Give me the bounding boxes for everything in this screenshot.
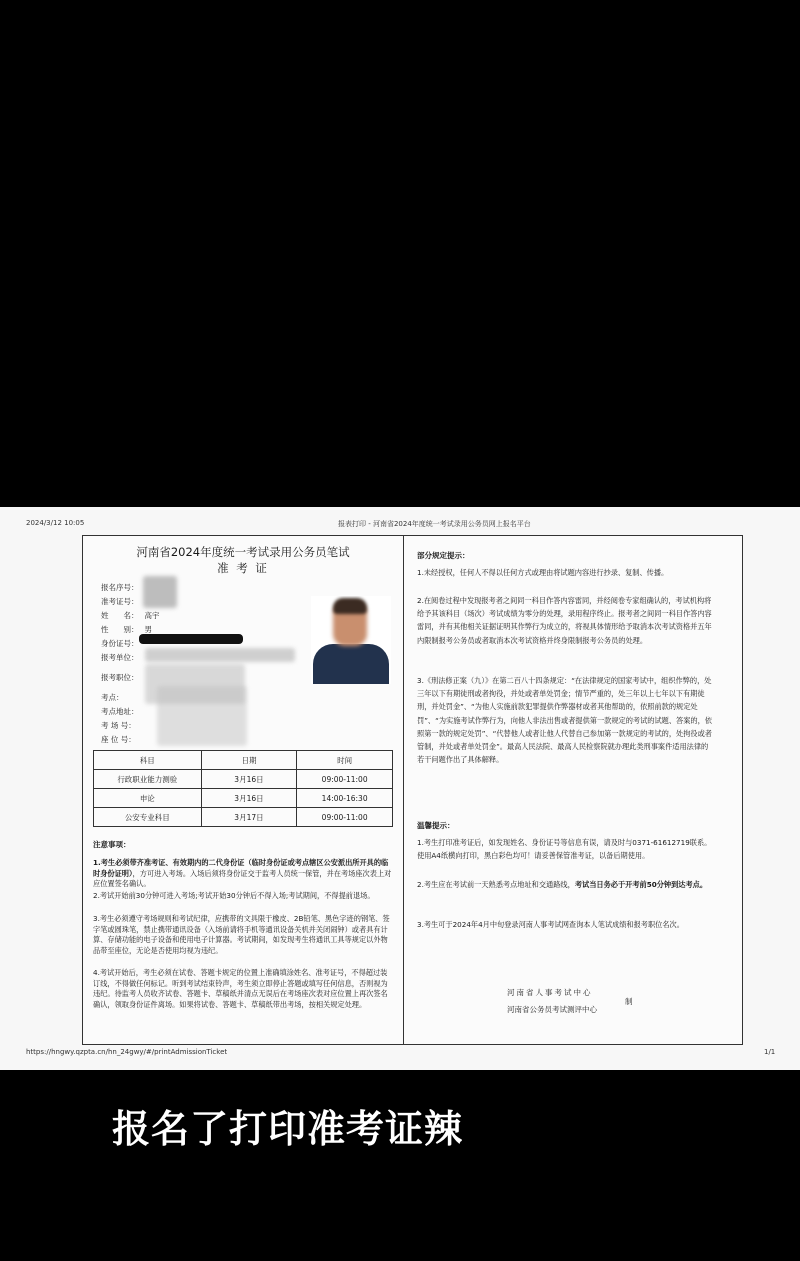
ticket-subtitle: 准 考 证 — [217, 561, 269, 575]
table-cell: 3月16日 — [201, 770, 297, 789]
seat-label: 座 位 号： — [101, 735, 136, 744]
table-cell: 3月16日 — [201, 789, 297, 808]
issuer-org-1: 河南省人事考试中心 — [507, 988, 593, 997]
table-row — [94, 808, 393, 827]
table-cell: 行政职业能力测验 — [94, 770, 202, 789]
room-label: 考 场 号： — [101, 721, 136, 730]
note-item: 4.考试开始后，考生必须在试卷、答题卡规定的位置上准确填涂姓名、准考证号，不得超过装订线，不得做任何标记。听到考试结束铃声，考生须立即停止答题或填写任何信息，否则视为违纪。待监考人员收齐试卷、答题卡、草稿纸并清点无误后在考场座次表对应位置上再次签名确认，领取身份证件离场。如果将试卷、答题卡、草稿纸带出考场，按相关规定处理。 — [93, 968, 388, 1009]
note-item: 2.考试开始前30分钟可进入考场;考试开始30分钟后不得入场;考试期间，不得提前退场。 — [93, 891, 375, 900]
ticket-title: 河南省2024年度统一考试录用公务员笔试 — [136, 545, 350, 559]
rule-item: 3.《刑法修正案（九）》在第二百八十四条规定：“在法律规定的国家考试中，组织作弊的，处三年以下有期徒刑或者拘役，并处或者单处罚金；情节严重的，处三年以上七年以下有期徒刑，并处罚金”、“为他人实施前款犯罪提供作弊器材或者其他帮助的，依照前款的规定处罚”、“为实施考试作弊行为，向他人非法出售或者提供第一款规定的考试的试题、答案的，依照第一款的规定处罚”、“代替他人或者让他人代替自己参加第一款规定的考试的，处拘役或者管制，并处或者单处罚金”。最高人民法院、最高人民检察院就办理此类刑事案件适用法律的若干问题作出了具体解释。 — [417, 676, 712, 765]
notes-title: 注意事项： — [93, 840, 131, 849]
tip-item: 1.考生打印准考证后，如发现姓名、身份证号等信息有误，请及时与0371-61612719联系。使用A4纸横向打印，黑白彩色均可！请妥善保管准考证，以备后期使用。 — [417, 838, 712, 861]
position-label: 报考职位： — [101, 673, 139, 682]
table-cell: 09:00-11:00 — [297, 808, 393, 827]
site-label: 考点： — [101, 693, 124, 702]
print-page-title: 报表打印 - 河南省2024年度统一考试录用公务员网上报名平台 — [338, 520, 531, 528]
admission-ticket — [82, 535, 743, 1045]
gender-label: 性 别： — [101, 625, 139, 634]
redaction-blur — [157, 686, 247, 746]
print-page-count: 1/1 — [764, 1048, 776, 1056]
table-row — [94, 770, 393, 789]
name-value: 高宇 — [144, 611, 160, 620]
tips-title: 温馨提示： — [417, 821, 455, 830]
column-header: 时间 — [297, 751, 393, 770]
table-row — [94, 789, 393, 808]
note-item: 3.考生必须遵守考场规则和考试纪律，应携带的文具限于橡皮、2B铅笔、黑色字迹的钢笔、签字笔或圆珠笔，禁止携带通讯设备（入场前请将手机等通讯设备关机并关闭闹钟）或者具有计算、存储功能的电子设备和使用电子计算器。考试期间，如发现考生将通讯工具等规定以外物品带至座位，无论是否使用均视为违纪。 — [93, 914, 390, 955]
column-header: 日期 — [201, 751, 297, 770]
print-url: https://hngwy.qzpta.cn/hn_24gwy/#/printAdmissionTicket — [26, 1048, 228, 1056]
issuer-org-2: 河南省公务员考试测评中心 — [507, 1005, 597, 1014]
gender-value: 男 — [144, 625, 152, 634]
table-cell: 14:00-16:30 — [297, 789, 393, 808]
id-label: 身份证号： — [101, 639, 139, 648]
tip-item: 3.考生可于2024年4月中旬登录河南人事考试网查询本人笔试成绩和报考职位名次。 — [417, 920, 684, 929]
table-cell: 09:00-11:00 — [297, 770, 393, 789]
rule-item: 2.在阅卷过程中发现报考者之间同一科目作答内容雷同，并经阅卷专家组确认的，考试机构将给予其该科目（场次）考试成绩为零分的处理，录用程序终止。报考者之间同一科目作答内容雷同，并有其他相关证据证明其作弊行为成立的，将视具体情形给予取消本次考试资格并五年内限制报考公务员或者取消本次考试资格并终身限制报考公务员的处理。 — [417, 596, 712, 645]
name-label: 姓 名： — [101, 611, 139, 620]
tip-item: 2.考生应在考试前一天熟悉考点地址和交通路线，考试当日务必于开考前50分钟到达考点。 — [417, 880, 708, 889]
note-item: 1.考生必须带齐准考证、有效期内的二代身份证（临时身份证或考点辖区公安派出所开具的临时身份证明），方可进入考场。入场后须将身份证交于监考人员统一保管，并在考场座次表上对应位置签名确认。 — [93, 858, 392, 889]
exam-no-label: 准考证号： — [101, 597, 139, 606]
signup-no-label: 报名序号： — [101, 583, 139, 592]
table-header-row — [94, 751, 393, 770]
address-label: 考点地址： — [101, 707, 139, 716]
rules-title: 部分规定提示： — [417, 551, 470, 560]
print-datetime: 2024/3/12 10:05 — [26, 519, 85, 527]
video-caption: 报名了打印准考证辣 — [112, 1107, 464, 1151]
redaction-blur — [143, 576, 177, 608]
issuer-made: 制 — [625, 997, 633, 1006]
table-cell: 申论 — [94, 789, 202, 808]
table-cell: 公安专业科目 — [94, 808, 202, 827]
rule-item: 1.未经授权，任何人不得以任何方式或理由将试题内容进行抄录、复制、传播。 — [417, 568, 669, 577]
unit-label: 报考单位： — [101, 653, 139, 662]
column-header: 科目 — [94, 751, 202, 770]
table-cell: 3月17日 — [201, 808, 297, 827]
exam-schedule-table — [93, 750, 393, 827]
redaction-bar — [139, 634, 243, 644]
candidate-photo — [311, 596, 391, 684]
column-divider — [403, 536, 404, 1044]
redaction-blur — [145, 648, 295, 662]
printed-page — [0, 507, 800, 1070]
name-row — [101, 610, 160, 621]
